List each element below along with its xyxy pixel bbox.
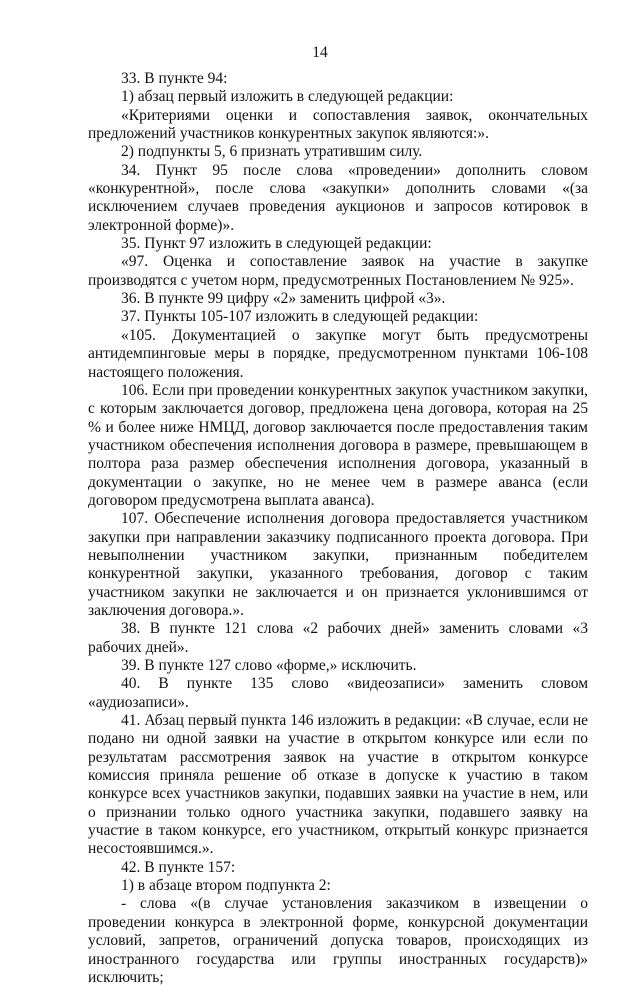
- paragraph-item-33-header: 33. В пункте 94:: [121, 70, 228, 87]
- paragraph-item-35-quote: «97. Оценка и сопоставление заявок на участие в закупке производятся с учетом норм, предусмотренных Постановлением № 925».: [88, 253, 588, 289]
- paragraph-item-42-subitem-1: 1) в абзаце втором подпункта 2:: [121, 877, 331, 895]
- paragraph-item-42-dash: - слова «(в случае установления заказчиком в извещении о проведении конкурса в электронной форме, конкурсной документации условий, запретов, ограничений допуска товаров, происходящих из иностранного государства или группы иностранных государств)» исключить;: [88, 895, 588, 986]
- paragraph-clause-105: «105. Документацией о закупке могут быть предусмотрены антидемпинговые меры в порядке, предусмотренном пунктами 106-108 настоящего положения.: [88, 326, 588, 381]
- paragraph-item-38: 38. В пункте 121 слова «2 рабочих дней» заменить словами «3 рабочих дней».: [88, 620, 588, 656]
- page-number: 14: [312, 44, 328, 61]
- paragraph-item-40: 40. В пункте 135 слово «видеозаписи» заменить словом «аудиозаписи».: [88, 675, 588, 711]
- paragraph-clause-107: 107. Обеспечение исполнения договора предоставляется участником закупки при направлении заказчику подписанного проекта договора. При невыполнении участником закупки, признанным победителем конкурентной закупки, указанного требования, договор с таким участником закупки не заключается и он признается уклонившимся от заключения договора.».: [88, 510, 588, 619]
- paragraph-item-34: 34. Пункт 95 после слова «проведении» дополнить словом «конкурентной», после слова «закупки» дополнить словами «(за исключением случаев проведения аукционов и запросов котировок в электронной форме)».: [88, 161, 588, 234]
- paragraph-item-36: 36. В пункте 99 цифру «2» заменить цифрой «3».: [121, 290, 446, 308]
- paragraph-item-37-header: 37. Пункты 105-107 изложить в следующей редакции:: [121, 308, 479, 326]
- paragraph-clause-106: 106. Если при проведении конкурентных закупок участником закупки, с которым заключается договор, предложена цена договора, которая на 25 % и более ниже НМЦД, договор заключается после предоставления таким участником обеспечения исполнения договора в размере, превышающем в полтора раза размер обеспечения исполнения договора, указанный в документации о закупке, но не менее чем в размере аванса (если договором предусмотрена выплата аванса).: [88, 381, 588, 509]
- paragraph-item-35-header: 35. Пункт 97 изложить в следующей редакции:: [121, 235, 432, 253]
- paragraph-item-33-subitem-1: 1) абзац первый изложить в следующей редакции:: [121, 88, 454, 106]
- paragraph-item-41: 41. Абзац первый пункта 146 изложить в редакции: «В случае, если не подано ни одной заявки на участие в открытом конкурсе или если по результатам рассмотрения заявок на участие в открытом конкурсе комиссия приняла решение об отказе в допуске к участию в таком конкурсе всех участников закупки, подавших заявки на участие в нем, или о признании только одного участника закупки, подавшего заявку на участие в таком конкурсе, его участником, открытый конкурс признается несостоявшимся.».: [88, 712, 588, 858]
- paragraph-item-42-header: 42. В пункте 157:: [121, 858, 236, 876]
- document-body: [88, 70, 588, 987]
- paragraph-item-33-quote: «Критериями оценки и сопоставления заявок, окончательных предложений участников конкурентных закупок являются:».: [88, 106, 588, 143]
- paragraph-item-33-subitem-2: 2) подпункты 5, 6 признать утратившим силу.: [121, 143, 423, 161]
- paragraph-item-39: 39. В пункте 127 слово «форме,» исключить.: [121, 657, 417, 674]
